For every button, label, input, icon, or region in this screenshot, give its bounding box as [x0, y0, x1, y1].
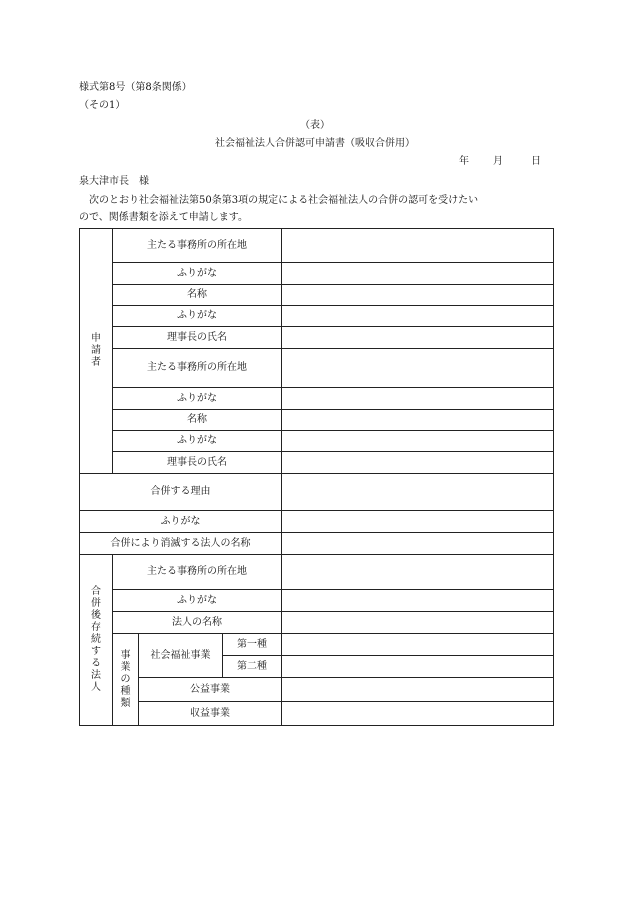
- applicant-office-field-2[interactable]: [282, 349, 554, 388]
- surviving-office-field[interactable]: [282, 555, 554, 590]
- dissolved-name-label: 合併により消滅する法人の名称: [80, 533, 282, 555]
- applicant-furigana-field-3[interactable]: [282, 431, 554, 452]
- applicant-chair-field-2[interactable]: [282, 452, 554, 474]
- merger-reason-field[interactable]: [282, 474, 554, 511]
- class2-field[interactable]: [282, 656, 554, 678]
- dissolved-name-field[interactable]: [282, 533, 554, 555]
- dissolved-furigana-field[interactable]: [282, 511, 554, 533]
- class1-field[interactable]: [282, 634, 554, 656]
- form-part: （その1）: [79, 100, 126, 111]
- public-interest-field[interactable]: [282, 678, 554, 702]
- surviving-name-field[interactable]: [282, 612, 554, 634]
- page-title: 社会福祉法人合併認可申請書（吸収合併用）: [215, 138, 415, 149]
- business-type-heading: 事業の種類: [113, 634, 139, 726]
- date-day: 日: [531, 156, 541, 167]
- applicant-office-field[interactable]: [282, 229, 554, 263]
- applicant-furigana-label: ふりがな: [113, 306, 282, 327]
- side-label: （表）: [300, 120, 330, 131]
- applicant-furigana-label-2: ふりがな: [113, 388, 282, 410]
- date-month: 月: [493, 156, 503, 167]
- addressee: 泉大津市長 様: [79, 176, 149, 187]
- applicant-chair-field[interactable]: [282, 327, 554, 349]
- class1-label: 第一種: [223, 634, 282, 656]
- surviving-furigana-field[interactable]: [282, 590, 554, 612]
- applicant-office-label-2: 主たる事務所の所在地: [113, 349, 282, 388]
- applicant-heading: 申請者: [80, 229, 113, 474]
- applicant-chair-label-2: 理事長の氏名: [113, 452, 282, 474]
- dissolved-furigana-label: ふりがな: [80, 511, 282, 533]
- public-interest-label: 公益事業: [139, 678, 282, 702]
- body-line-1: 次のとおり社会福祉法第50条第3項の規定による社会福祉法人の合併の認可を受けたい: [89, 195, 479, 206]
- form-number: 様式第8号（第8条関係）: [79, 82, 192, 93]
- surviving-heading: 合併後存続する法人: [80, 555, 113, 726]
- applicant-furigana-field[interactable]: [282, 263, 554, 285]
- profit-business-field[interactable]: [282, 702, 554, 726]
- applicant-name-label-2: 名称: [113, 410, 282, 431]
- applicant-chair-label: 理事長の氏名: [113, 327, 282, 349]
- applicant-furigana-field[interactable]: [282, 306, 554, 327]
- applicant-furigana-label: ふりがな: [113, 263, 282, 285]
- merger-reason-label: 合併する理由: [80, 474, 282, 511]
- profit-business-label: 収益事業: [139, 702, 282, 726]
- social-welfare-label: 社会福祉事業: [139, 634, 223, 678]
- surviving-name-label: 法人の名称: [113, 612, 282, 634]
- applicant-name-field[interactable]: [282, 285, 554, 306]
- surviving-furigana-label: ふりがな: [113, 590, 282, 612]
- applicant-furigana-field-2[interactable]: [282, 388, 554, 410]
- date-year: 年: [459, 156, 469, 167]
- class2-label: 第二種: [223, 656, 282, 678]
- applicant-name-field-2[interactable]: [282, 410, 554, 431]
- applicant-office-label: 主たる事務所の所在地: [113, 229, 282, 263]
- body-line-2: ので、関係書類を添えて申請します。: [79, 212, 248, 223]
- applicant-furigana-label-3: ふりがな: [113, 431, 282, 452]
- applicant-name-label: 名称: [113, 285, 282, 306]
- surviving-office-label: 主たる事務所の所在地: [113, 555, 282, 590]
- application-table: [79, 228, 554, 726]
